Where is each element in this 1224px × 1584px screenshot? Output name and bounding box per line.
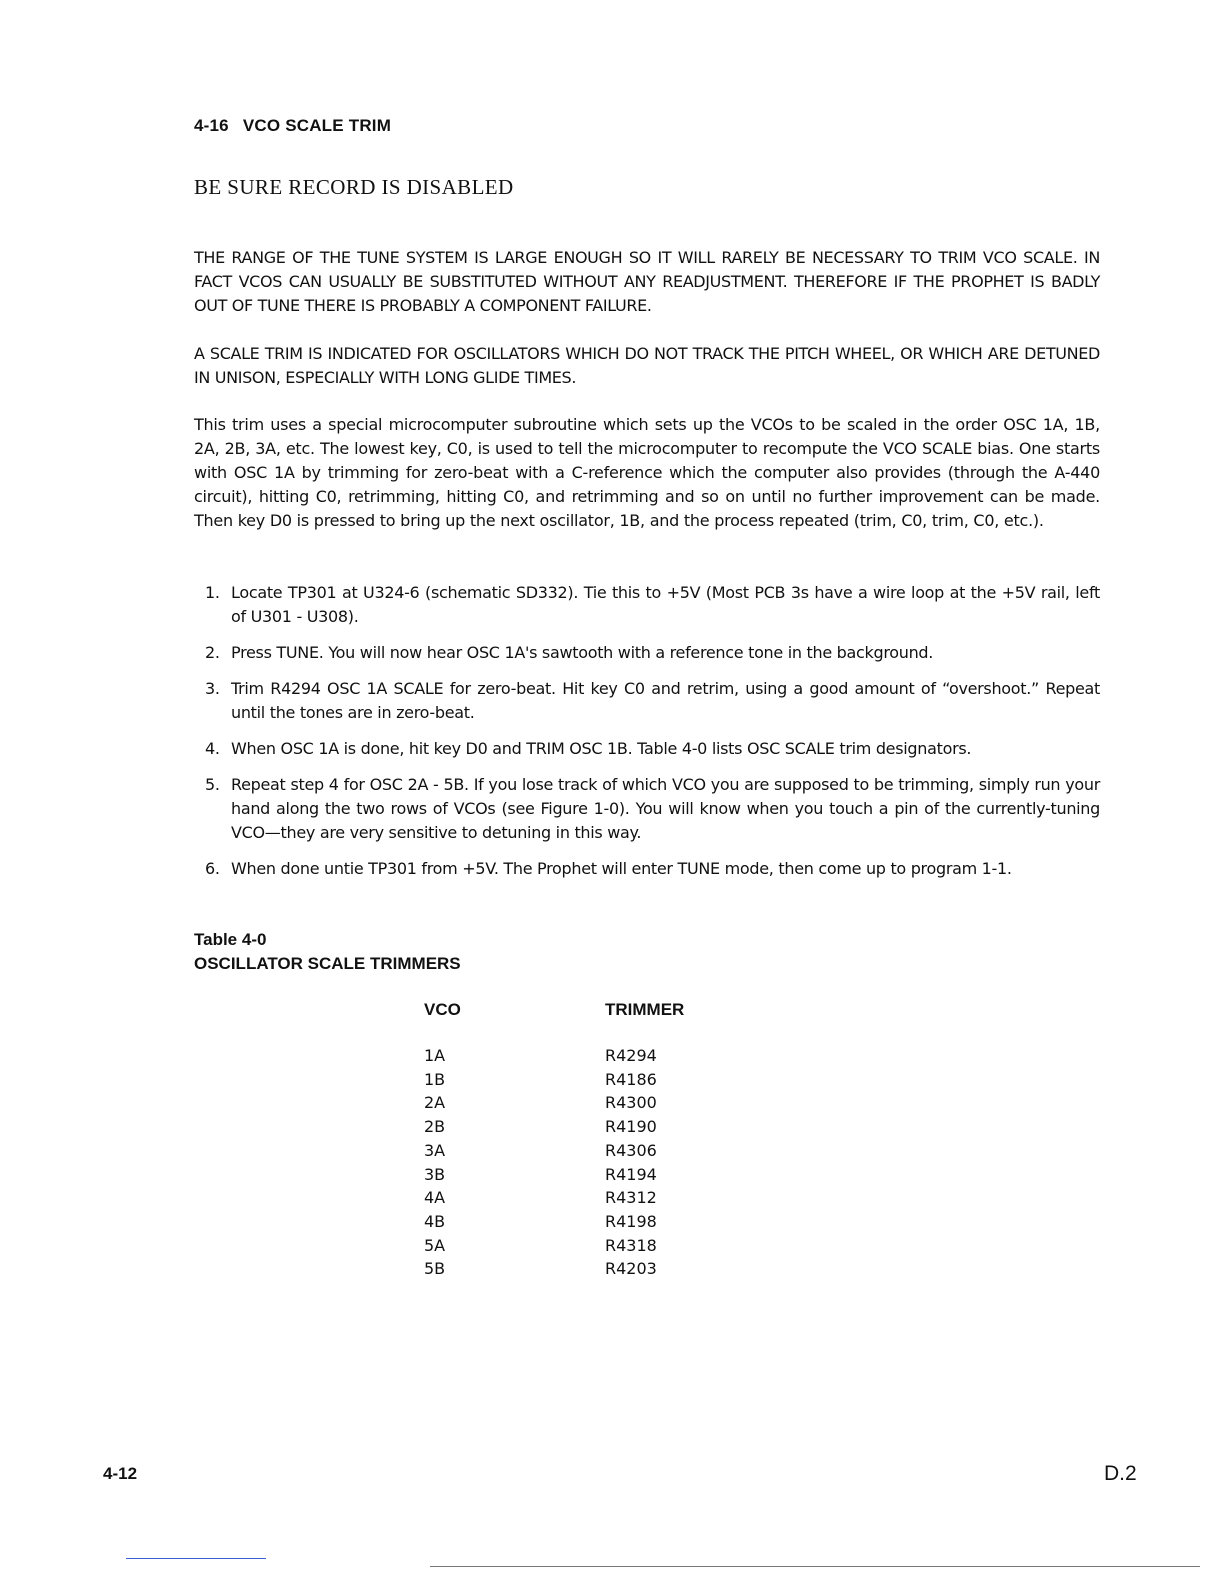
- vco-cell: 4B: [424, 1211, 446, 1231]
- trimmer-cell: R4294: [605, 1046, 657, 1065]
- section-number: 4-16: [194, 116, 229, 135]
- step-text: When done untie TP301 from +5V. The Prophet will enter TUNE mode, then come up to program 1-1.: [231, 859, 1012, 878]
- table-row: [424, 1091, 684, 1115]
- header-vco: VCO: [424, 1000, 461, 1019]
- page-number: 4-12: [103, 1464, 138, 1483]
- trimmer-cell: R4198: [605, 1211, 657, 1231]
- step-number: 6.: [205, 859, 220, 878]
- trimmer-cell: R4190: [605, 1117, 657, 1137]
- vco-cell: 3A: [424, 1140, 446, 1160]
- vco-cell: 2A: [424, 1093, 446, 1113]
- trimmer-cell: R4306: [605, 1140, 657, 1160]
- vco-cell: 5B: [424, 1259, 446, 1279]
- paragraph-scale-indication: A SCALE TRIM IS INDICATED FOR OSCILLATORS WHICH DO NOT TRACK THE PITCH WHEEL, OR WHICH ARE DETUNED IN UNISON, ESPECIALLY WITH LONG GLIDE TIMES.: [194, 344, 1100, 387]
- scan-edge-line: [430, 1566, 1200, 1567]
- table-row: [424, 1234, 684, 1258]
- table-row: [424, 1139, 684, 1163]
- vco-cell: 3B: [424, 1164, 446, 1184]
- vco-cell: 5A: [424, 1235, 446, 1255]
- document-revision: D.2: [1104, 1462, 1137, 1485]
- step-text: Repeat step 4 for OSC 2A - 5B. If you lose track of which VCO you are supposed to be trimming, simply run your hand along the two rows of VCOs (see Figure 1-0). You will know when you touch a pin of the currently-tuning VCO—they are very sensitive to detuning in this way.: [231, 775, 1100, 842]
- paragraph-trim-procedure: This trim uses a special microcomputer subroutine which sets up the VCOs to be scaled in the order OSC 1A, 1B, 2A, 2B, 3A, etc. The lowest key, C0, is used to tell the microcomputer to recompute the VCO SCALE bias. One starts with OSC 1A by trimming for zero-beat with a C-reference which the computer also provides (through the A-440 circuit), hitting C0, retrimming, hitting C0, and retrimming and so on until no further improvement can be made. Then key D0 is pressed to bring up the next oscillator, 1B, and the process repeated (trim, C0, trim, C0, etc.).: [194, 415, 1100, 530]
- table-title: OSCILLATOR SCALE TRIMMERS: [194, 954, 461, 973]
- step-text: Trim R4294 OSC 1A SCALE for zero-beat. Hit key C0 and retrim, using a good amount of “overshoot.” Repeat until the tones are in zero-beat.: [231, 679, 1100, 722]
- trimmer-cell: R4194: [605, 1164, 657, 1184]
- vco-cell: 1A: [424, 1046, 446, 1065]
- trimmer-cell: R4318: [605, 1235, 657, 1255]
- table-row: [424, 1044, 684, 1068]
- vco-cell: 2B: [424, 1117, 446, 1137]
- table-caption: [194, 928, 461, 976]
- oscillator-trimmer-table: [424, 998, 684, 1281]
- step-number: 5.: [205, 775, 220, 794]
- table-header-row: [424, 998, 684, 1044]
- step-item: [194, 677, 1100, 725]
- step-item: [194, 641, 1100, 665]
- vco-cell: 1B: [424, 1069, 446, 1089]
- paragraph-tune-range: THE RANGE OF THE TUNE SYSTEM IS LARGE ENOUGH SO IT WILL RARELY BE NECESSARY TO TRIM VCO SCALE. IN FACT VCOS CAN USUALLY BE SUBSTITUTED WITHOUT ANY READJUSTMENT. THEREFORE IF THE PROPHET IS BADLY OUT OF TUNE THERE IS PROBABLY A COMPONENT FAILURE.: [194, 248, 1100, 315]
- table-row: [424, 1210, 684, 1234]
- step-item: [194, 773, 1100, 845]
- section-heading: [194, 116, 391, 136]
- trimmer-cell: R4300: [605, 1093, 657, 1113]
- step-text: Press TUNE. You will now hear OSC 1A's sawtooth with a reference tone in the background.: [231, 643, 934, 662]
- step-text: When OSC 1A is done, hit key D0 and TRIM OSC 1B. Table 4-0 lists OSC SCALE trim designators.: [231, 739, 972, 758]
- trimmer-cell: R4186: [605, 1069, 657, 1089]
- trimmer-cell: R4203: [605, 1259, 657, 1279]
- step-list: [194, 581, 1100, 893]
- header-trimmer: TRIMMER: [605, 1000, 685, 1019]
- vco-cell: 4A: [424, 1188, 446, 1208]
- step-number: 4.: [205, 739, 220, 758]
- step-item: [194, 581, 1100, 629]
- step-number: 3.: [205, 679, 220, 698]
- record-disabled-warning: BE SURE RECORD IS DISABLED: [194, 175, 514, 199]
- section-title: VCO SCALE TRIM: [242, 116, 392, 135]
- step-item: [194, 737, 1100, 761]
- step-number: 2.: [205, 643, 220, 662]
- table-row: [424, 1115, 684, 1139]
- table-label: Table 4-0: [194, 930, 267, 949]
- step-item: [194, 857, 1100, 881]
- table-row: [424, 1163, 684, 1187]
- table-row: [424, 1257, 684, 1281]
- step-text: Locate TP301 at U324-6 (schematic SD332). Tie this to +5V (Most PCB 3s have a wire loop at the +5V rail, left of U301 - U308).: [231, 583, 1100, 626]
- trimmer-cell: R4312: [605, 1188, 657, 1208]
- table-row: [424, 1186, 684, 1210]
- scan-edge-line: [126, 1558, 266, 1559]
- table-row: [424, 1068, 684, 1092]
- step-number: 1.: [205, 583, 220, 602]
